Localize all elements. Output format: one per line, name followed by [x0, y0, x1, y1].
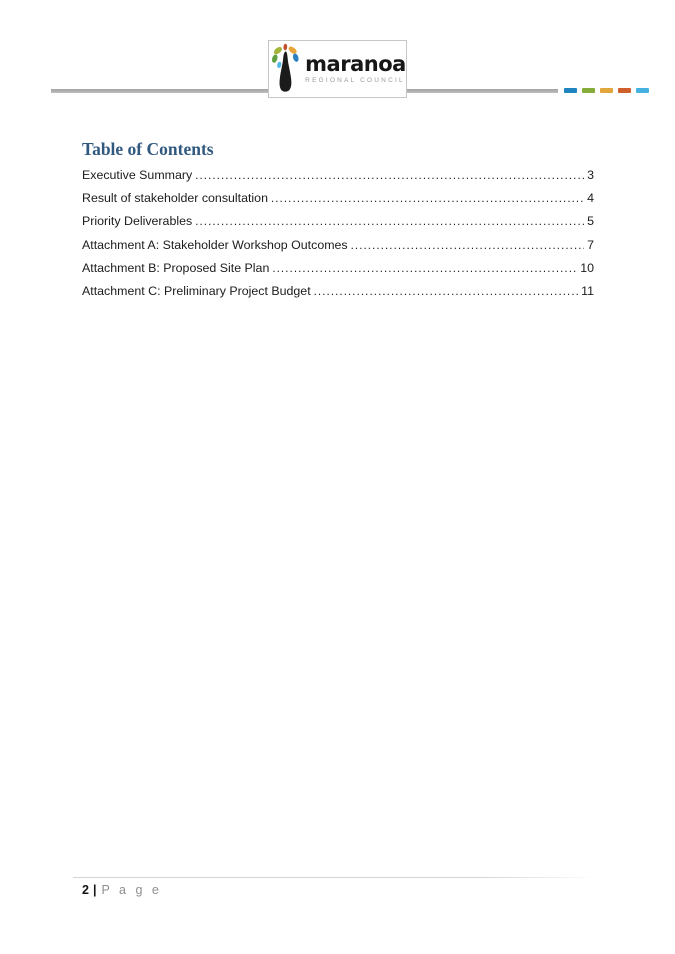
toc-entry-attachment-b[interactable] [82, 261, 594, 284]
logo-wordmark: maranoa [305, 52, 406, 76]
footer-page-word: P a g e [101, 883, 162, 897]
toc-entry-attachment-a[interactable] [82, 238, 594, 261]
dot-leader [351, 240, 584, 252]
leaf-red [283, 43, 287, 50]
footer-separator: | [92, 883, 97, 897]
toc-entry-label: Priority Deliverables [82, 214, 193, 229]
leaf-green [271, 53, 279, 63]
bottle-tree-icon [269, 43, 302, 98]
toc-entry-page: 10 [580, 260, 594, 275]
toc-entry-page: 5 [587, 214, 594, 229]
accent-dash-amber [600, 88, 613, 93]
dot-leader [271, 193, 584, 205]
dot-leader [195, 216, 584, 228]
dot-leader [272, 263, 577, 275]
toc-entry-page: 4 [587, 191, 594, 206]
toc-entry-page: 7 [587, 237, 594, 252]
toc-entry-page: 11 [581, 283, 594, 298]
accent-dash-blue [564, 88, 577, 93]
toc-entry-label: Attachment A: Stakeholder Workshop Outcomes [82, 237, 348, 252]
table-of-contents [82, 139, 594, 307]
accent-dash-green [582, 88, 595, 93]
toc-entry-page: 3 [587, 168, 594, 182]
leaf-orange [287, 45, 298, 55]
tree-trunk [280, 51, 292, 91]
toc-entry-stakeholder-consultation[interactable] [82, 191, 594, 214]
leaf-blue [292, 52, 300, 62]
toc-entry-priority-deliverables[interactable] [82, 214, 594, 237]
maranoa-logo [268, 40, 407, 98]
toc-entry-executive-summary[interactable] [82, 168, 594, 191]
accent-dash-lightblue [636, 88, 649, 93]
dot-leader [314, 286, 578, 298]
toc-entry-label: Executive Summary [82, 168, 193, 182]
leaf-yellow-green [273, 45, 284, 55]
accent-dash-orange [618, 88, 631, 93]
footer [82, 883, 162, 897]
logo-tagline: REGIONAL COUNCIL [305, 77, 405, 84]
toc-entry-attachment-c[interactable] [82, 284, 594, 307]
dot-leader [195, 170, 584, 182]
toc-entry-label: Attachment B: Proposed Site Plan [82, 260, 270, 275]
page-title: Table of Contents [82, 139, 214, 159]
footer-divider [73, 877, 598, 878]
header-accent-dashes [564, 88, 649, 93]
footer-page-number: 2 [82, 883, 89, 897]
toc-entry-label: Result of stakeholder consultation [82, 191, 268, 206]
toc-entry-label: Attachment C: Preliminary Project Budget [82, 283, 311, 298]
logo-text [305, 54, 406, 84]
leaf-light-blue [277, 61, 282, 68]
